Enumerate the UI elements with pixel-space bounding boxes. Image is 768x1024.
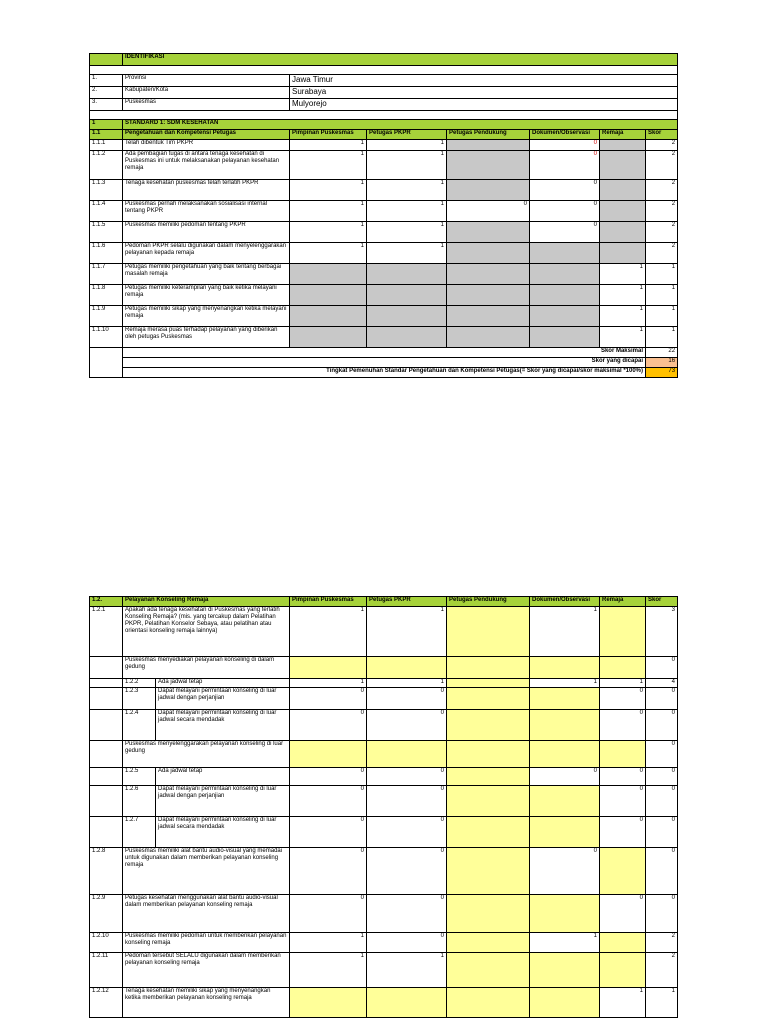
- col-header: Petugas Pendukung: [447, 130, 530, 140]
- identifikasi-value: Mulyorejo: [290, 99, 678, 111]
- value-cell: 0: [530, 201, 600, 222]
- value-cell: 0: [600, 710, 646, 741]
- value-cell: [447, 243, 530, 264]
- value-cell: 1: [367, 222, 447, 243]
- value-cell: [447, 933, 530, 953]
- table-row: [90, 933, 678, 953]
- item-no: 1.1.3: [90, 180, 123, 201]
- item-desc: Ada pembagian tugas di antara tenaga kesehatan di Puskesmas ini untuk melaksanakan pelayanan kesehatan remaja: [123, 151, 290, 180]
- identifikasi-header-row: [90, 54, 678, 66]
- value-cell: 1: [646, 327, 678, 348]
- item-no: 1.1.8: [90, 285, 123, 306]
- value-cell: 0: [646, 848, 678, 895]
- value-cell: 1: [646, 306, 678, 327]
- item-no: 1.2.8: [90, 848, 123, 895]
- table-row: [90, 140, 678, 151]
- identifikasi-label: Puskesmas: [123, 99, 290, 111]
- col-header: Petugas PKPR: [367, 597, 447, 607]
- value-cell: 1: [646, 264, 678, 285]
- item-desc: Tenaga kesehatan puskesmas telah terlatih PKPR: [123, 180, 290, 201]
- indent-cell: [90, 817, 123, 848]
- value-cell: [600, 933, 646, 953]
- value-cell: [447, 988, 530, 1018]
- value-cell: 0: [447, 201, 530, 222]
- table-row: [90, 201, 678, 222]
- table-row: [90, 679, 678, 688]
- value-cell: 1: [530, 607, 600, 657]
- value-cell: 2: [646, 140, 678, 151]
- table-row: [90, 151, 678, 180]
- table-row: [90, 285, 678, 306]
- section-1-1-header-row: [90, 130, 678, 140]
- item-no: 1.1.1: [90, 140, 123, 151]
- value-cell: [530, 285, 600, 306]
- value-cell: [447, 679, 530, 688]
- table-row: [90, 817, 678, 848]
- value-cell: 1: [367, 151, 447, 180]
- value-cell: [530, 264, 600, 285]
- item-desc: Petugas kesehatan menggunakan alat bantu audio-visual dalam memberikan pelayanan konseling remaja: [123, 895, 290, 933]
- group-desc: Puskesmas menyelenggarakan pelayanan konseling di luar gedung: [123, 741, 290, 768]
- value-cell: 0: [530, 848, 600, 895]
- value-cell: [367, 327, 447, 348]
- identifikasi-code: [90, 54, 123, 66]
- item-no: 1.2.11: [90, 953, 123, 988]
- value-cell: [447, 688, 530, 710]
- value-cell: [447, 710, 530, 741]
- value-cell: 0: [367, 933, 447, 953]
- value-cell: [530, 988, 600, 1018]
- item-desc: Petugas memiliki pengetahuan yang baik tentang berbagai masalah remaja: [123, 264, 290, 285]
- indent-cell: [90, 679, 123, 688]
- table-row: [90, 688, 678, 710]
- item-desc: Apakah ada tenaga kesehatan di Puskesmas yang terlatih Konseling Remaja? (mis. yang tercakup dalam Pelatihan PKPR, Pelatihan Konselor Sebaya, atau pelatihan atau orientasi konseling remaja lainnya): [123, 607, 290, 657]
- item-no: 1.2.4: [123, 710, 156, 741]
- value-cell: 2: [646, 933, 678, 953]
- value-cell: 1: [600, 285, 646, 306]
- value-cell: [290, 657, 367, 679]
- value-cell: 1: [290, 151, 367, 180]
- value-cell: 0: [367, 817, 447, 848]
- value-cell: [447, 327, 530, 348]
- value-cell: [447, 222, 530, 243]
- group-row: [90, 657, 678, 679]
- value-cell: [530, 741, 600, 768]
- value-cell: 0: [530, 140, 600, 151]
- table-row: [90, 848, 678, 895]
- value-cell: [600, 222, 646, 243]
- value-cell: [290, 741, 367, 768]
- value-cell: 0: [646, 710, 678, 741]
- table-row: [90, 264, 678, 285]
- item-desc: Telah dibentuk Tim PKPR: [123, 140, 290, 151]
- item-no: 1.1.9: [90, 306, 123, 327]
- group-no: [90, 741, 123, 768]
- value-cell: 1: [646, 285, 678, 306]
- item-desc: Dapat melayani permintaan konseling di luar jadwal secara mendadak: [156, 817, 290, 848]
- value-cell: [530, 895, 600, 933]
- value-cell: 1: [290, 679, 367, 688]
- item-desc: Pedoman tersebut SELALU digunakan dalam memberikan pelayanan konseling remaja: [123, 953, 290, 988]
- value-cell: [290, 264, 367, 285]
- value-cell: [530, 817, 600, 848]
- group-desc: Puskesmas menyediakan pelayanan konseling di dalam gedung: [123, 657, 290, 679]
- tingkat-value: 73: [646, 368, 678, 378]
- value-cell: 0: [600, 817, 646, 848]
- group-skor: 0: [646, 657, 678, 679]
- value-cell: [530, 657, 600, 679]
- table-row: [90, 988, 678, 1018]
- standard1-table: [89, 53, 678, 378]
- col-header: Dokumen/Observasi: [530, 130, 600, 140]
- skor-dicapai-label: Skor yang dicapai: [123, 358, 646, 368]
- value-cell: [600, 953, 646, 988]
- value-cell: 1: [367, 243, 447, 264]
- value-cell: [447, 741, 530, 768]
- value-cell: 4: [646, 679, 678, 688]
- table-row: [90, 710, 678, 741]
- item-no: 1.2.3: [123, 688, 156, 710]
- value-cell: 2: [646, 222, 678, 243]
- value-cell: 0: [530, 180, 600, 201]
- table-row: [90, 895, 678, 933]
- item-desc: Tenaga kesehatan memiliki sikap yang menyenangkan ketika memberikan pelayanan konseling remaja: [123, 988, 290, 1018]
- group-row: [90, 741, 678, 768]
- spacer-row: [90, 66, 678, 75]
- value-cell: 1: [290, 222, 367, 243]
- item-desc: Pedoman PKPR selalu digunakan dalam menyelenggarakan pelayanan kepada remaja: [123, 243, 290, 264]
- value-cell: [530, 710, 600, 741]
- table-row: [90, 768, 678, 786]
- value-cell: 1: [646, 988, 678, 1018]
- value-cell: [367, 657, 447, 679]
- value-cell: 1: [290, 607, 367, 657]
- value-cell: [447, 768, 530, 786]
- value-cell: [447, 285, 530, 306]
- value-cell: 2: [646, 243, 678, 264]
- col-header: Petugas Pendukung: [447, 597, 530, 607]
- item-desc: Dapat melayani permintaan konseling di luar jadwal dengan perjanjian: [156, 688, 290, 710]
- value-cell: [600, 848, 646, 895]
- value-cell: 0: [367, 768, 447, 786]
- item-no: 1.1.10: [90, 327, 123, 348]
- value-cell: [447, 607, 530, 657]
- item-desc: Puskesmas pernah melaksanakan sosialisasi internal tentang PKPR: [123, 201, 290, 222]
- value-cell: 2: [646, 151, 678, 180]
- item-no: 1.1.6: [90, 243, 123, 264]
- value-cell: [447, 140, 530, 151]
- value-cell: 0: [367, 848, 447, 895]
- value-cell: 0: [367, 895, 447, 933]
- item-no: 1.1.2: [90, 151, 123, 180]
- item-desc: Dapat melayani permintaan konseling di luar jadwal secara mendadak: [156, 710, 290, 741]
- value-cell: 0: [646, 786, 678, 817]
- item-desc: Remaja merasa puas terhadap pelayanan yang diberikan oleh petugas Puskesmas: [123, 327, 290, 348]
- table-row: [90, 306, 678, 327]
- value-cell: [600, 657, 646, 679]
- value-cell: 2: [646, 953, 678, 988]
- item-desc: Dapat melayani permintaan konseling di luar jadwal dengan perjanjian: [156, 786, 290, 817]
- value-cell: 1: [600, 306, 646, 327]
- value-cell: [600, 243, 646, 264]
- value-cell: 0: [290, 768, 367, 786]
- value-cell: 0: [367, 710, 447, 741]
- value-cell: 0: [646, 895, 678, 933]
- value-cell: [367, 741, 447, 768]
- section-code: 1.2.: [90, 597, 123, 607]
- identifikasi-title: IDENTIFIKASI: [123, 54, 678, 66]
- standard-title: STANDARD 1: SDM KESEHATAN: [123, 120, 678, 130]
- value-cell: 1: [600, 988, 646, 1018]
- item-no: 1.1.5: [90, 222, 123, 243]
- value-cell: [447, 264, 530, 285]
- item-desc: Puskesmas memiliki pedoman tentang PKPR: [123, 222, 290, 243]
- value-cell: [447, 817, 530, 848]
- item-desc: Puskesmas memiliki pedoman untuk memberikan pelayanan konseling remaja: [123, 933, 290, 953]
- value-cell: [290, 306, 367, 327]
- value-cell: 0: [290, 710, 367, 741]
- value-cell: 1: [290, 933, 367, 953]
- value-cell: [447, 848, 530, 895]
- value-cell: [447, 306, 530, 327]
- skor-dicapai-row: [90, 358, 678, 368]
- value-cell: 1: [530, 933, 600, 953]
- value-cell: [447, 180, 530, 201]
- value-cell: 0: [290, 895, 367, 933]
- tingkat-row: [90, 368, 678, 378]
- value-cell: [600, 201, 646, 222]
- col-header: Petugas PKPR: [367, 130, 447, 140]
- value-cell: 0: [600, 786, 646, 817]
- col-header: Remaja: [600, 597, 646, 607]
- skor-maksimal-value: 22: [646, 348, 678, 358]
- item-desc: Puskesmas memiliki alat bantu audio-visual yang memadai untuk digunakan dalam memberikan pelayanan konseling remaja: [123, 848, 290, 895]
- value-cell: [530, 688, 600, 710]
- identifikasi-row: [90, 87, 678, 99]
- value-cell: [600, 151, 646, 180]
- identifikasi-value: Surabaya: [290, 87, 678, 99]
- value-cell: 0: [646, 817, 678, 848]
- group-no: [90, 657, 123, 679]
- item-desc: Ada jadwal tetap: [156, 768, 290, 786]
- value-cell: 0: [290, 848, 367, 895]
- value-cell: 0: [290, 817, 367, 848]
- identifikasi-row: [90, 99, 678, 111]
- item-desc: Petugas memiliki keterampilan yang baik ketika melayani remaja: [123, 285, 290, 306]
- value-cell: 1: [367, 679, 447, 688]
- value-cell: 0: [367, 688, 447, 710]
- value-cell: 0: [600, 688, 646, 710]
- value-cell: 1: [367, 180, 447, 201]
- identifikasi-no: 1.: [90, 75, 123, 87]
- value-cell: [367, 264, 447, 285]
- value-cell: [530, 953, 600, 988]
- indent-cell: [90, 786, 123, 817]
- item-desc: Petugas memiliki sikap yang menyenangkan ketika melayani remaja: [123, 306, 290, 327]
- item-no: 1.2.2: [123, 679, 156, 688]
- value-cell: 0: [530, 768, 600, 786]
- table-row: [90, 327, 678, 348]
- value-cell: [530, 243, 600, 264]
- section-1-2-header-row: [90, 597, 678, 607]
- value-cell: 1: [530, 679, 600, 688]
- value-cell: [447, 657, 530, 679]
- identifikasi-label: Kabupaten/Kota: [123, 87, 290, 99]
- value-cell: 1: [367, 140, 447, 151]
- value-cell: [447, 786, 530, 817]
- identifikasi-value: Jawa Timur: [290, 75, 678, 87]
- section-title: Pengetahuan dan Kompetensi Petugas: [123, 130, 290, 140]
- value-cell: [600, 607, 646, 657]
- col-header: Dokumen/Observasi: [530, 597, 600, 607]
- value-cell: 0: [646, 768, 678, 786]
- col-header: Skor: [646, 130, 678, 140]
- indent-cell: [90, 710, 123, 741]
- value-cell: [290, 327, 367, 348]
- tingkat-label: Tingkat Pemenuhan Standar Pengetahuan dan Kompetensi Petugas(= Skor yang dicapai/skor maksimal *100%): [123, 368, 646, 378]
- item-no: 1.2.7: [123, 817, 156, 848]
- col-header: Skor: [646, 597, 678, 607]
- value-cell: [447, 953, 530, 988]
- table-row: [90, 953, 678, 988]
- table-row: [90, 222, 678, 243]
- value-cell: 1: [600, 679, 646, 688]
- table-row: [90, 786, 678, 817]
- item-no: 1.2.1: [90, 607, 123, 657]
- group-skor: 0: [646, 741, 678, 768]
- value-cell: 0: [530, 222, 600, 243]
- skor-dicapai-value: 16: [646, 358, 678, 368]
- value-cell: [447, 895, 530, 933]
- item-no: 1.2.5: [123, 768, 156, 786]
- section-title: Pelayanan Konseling Remaja: [123, 597, 290, 607]
- value-cell: 0: [290, 786, 367, 817]
- value-cell: 1: [600, 264, 646, 285]
- spacer-row: [90, 111, 678, 120]
- value-cell: 1: [290, 201, 367, 222]
- value-cell: 1: [290, 180, 367, 201]
- value-cell: [530, 786, 600, 817]
- value-cell: 1: [290, 243, 367, 264]
- section-code: 1.1: [90, 130, 123, 140]
- table-row: [90, 180, 678, 201]
- value-cell: 0: [600, 895, 646, 933]
- col-header: Pimpinan Puskesmas: [290, 597, 367, 607]
- value-cell: [367, 306, 447, 327]
- standard-code: 1: [90, 120, 123, 130]
- table-row: [90, 607, 678, 657]
- item-no: 1.2.10: [90, 933, 123, 953]
- identifikasi-label: Provinsi: [123, 75, 290, 87]
- table-row: [90, 243, 678, 264]
- section-1-2-table: [89, 596, 678, 1018]
- value-cell: 2: [646, 201, 678, 222]
- col-header: Pimpinan Puskesmas: [290, 130, 367, 140]
- value-cell: 1: [367, 607, 447, 657]
- skor-maksimal-row: [90, 348, 678, 358]
- value-cell: 1: [290, 953, 367, 988]
- value-cell: 0: [367, 786, 447, 817]
- value-cell: 1: [600, 327, 646, 348]
- value-cell: [367, 988, 447, 1018]
- value-cell: [447, 151, 530, 180]
- item-no: 1.2.9: [90, 895, 123, 933]
- item-no: 1.1.4: [90, 201, 123, 222]
- item-no: 1.2.6: [123, 786, 156, 817]
- item-desc: Ada jadwal tetap: [156, 679, 290, 688]
- value-cell: 0: [290, 688, 367, 710]
- value-cell: 3: [646, 607, 678, 657]
- value-cell: 1: [290, 140, 367, 151]
- value-cell: 1: [367, 953, 447, 988]
- value-cell: 0: [646, 688, 678, 710]
- identifikasi-row: [90, 75, 678, 87]
- value-cell: [290, 285, 367, 306]
- col-header: Remaja: [600, 130, 646, 140]
- value-cell: 1: [367, 201, 447, 222]
- value-cell: [530, 327, 600, 348]
- value-cell: [600, 180, 646, 201]
- value-cell: 0: [530, 151, 600, 180]
- value-cell: 2: [646, 180, 678, 201]
- value-cell: [600, 741, 646, 768]
- indent-cell: [90, 688, 123, 710]
- value-cell: 0: [600, 768, 646, 786]
- value-cell: [530, 306, 600, 327]
- standard-header-row: [90, 120, 678, 130]
- identifikasi-no: 3.: [90, 99, 123, 111]
- item-no: 1.1.7: [90, 264, 123, 285]
- skor-maksimal-label: Skor Maksimal: [123, 348, 646, 358]
- value-cell: [600, 140, 646, 151]
- item-no: 1.2.12: [90, 988, 123, 1018]
- indent-cell: [90, 768, 123, 786]
- value-cell: [367, 285, 447, 306]
- identifikasi-no: 2.: [90, 87, 123, 99]
- value-cell: [290, 988, 367, 1018]
